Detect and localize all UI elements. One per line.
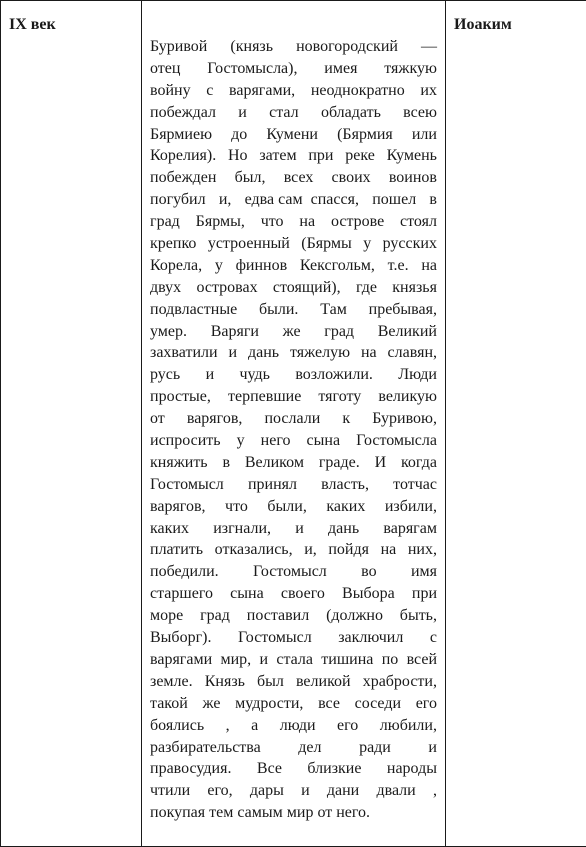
text-word: град [200,607,230,625]
text-line [150,167,437,189]
text-word: (должно [326,607,383,625]
text-word: Кумени [266,125,318,143]
text-word: был [257,672,284,690]
text-word: дани [326,782,360,800]
text-word: пребывая, [368,300,437,318]
text-word: каких [326,497,366,515]
text-word: едва сам спасся, [244,191,359,209]
text-word: на [360,344,377,362]
text-line [150,693,437,715]
text-word: , [225,716,230,734]
text-word: князья [392,278,437,296]
text-word: когда [400,453,437,471]
text-word: изгнали, [213,519,271,537]
chronicle-text [142,1,445,824]
text-word: Там [320,300,347,318]
text-word: ради [359,738,391,756]
text-word: Буривою, [372,410,437,428]
text-line [150,583,437,605]
text-word: островах [196,278,258,296]
text-line [150,780,437,802]
text-line [150,758,437,780]
text-word: что [225,497,248,515]
text-word: при [411,585,437,603]
text-word: его, [207,782,233,800]
text-word: их [420,81,437,99]
text-word: а [251,716,259,734]
text-word: Но [228,147,248,165]
text-line [150,58,437,80]
text-word: тишина [321,650,374,668]
text-line [150,145,437,167]
text-word: — [421,38,437,55]
text-word: стала [276,650,313,668]
text-word: возложили. [295,366,373,384]
text-word: Гостомысла), [207,59,298,77]
text-word: и [228,344,238,362]
text-word: при [308,147,334,165]
text-word: т.е. [387,256,409,274]
text-word: погубил [150,191,206,209]
text-line [150,539,437,561]
text-word: неоднократно [310,81,405,99]
text-word: него [260,432,291,450]
century-label: IX век [9,16,56,33]
text-word: Все [256,760,282,778]
text-word: дань [328,519,360,537]
text-word: и [259,650,269,668]
text-word: Князь [204,672,245,690]
text-line [150,277,437,299]
text-word: с [429,629,437,647]
text-word: Буривой [150,38,208,55]
text-line [150,102,437,124]
text-word: русских [382,235,437,253]
text-line [150,561,437,583]
text-word: соседи [354,694,402,712]
text-word: платить [150,541,204,559]
source-cell [446,1,586,847]
text-word: варягами, [229,81,296,99]
source-label: Иоаким [454,16,512,33]
text-word: по [381,650,399,668]
text-word: испросить [150,432,221,450]
text-word: граде. [318,453,360,471]
text-word: стоящий), [272,278,341,296]
text-word: где [355,278,377,296]
text-word: и [428,738,437,756]
text-word: побеждал [150,103,217,121]
text-word: терпевшие [228,388,302,406]
text-word: сына [230,585,264,603]
text-word: крепко [150,235,197,253]
text-word: И [374,453,387,471]
text-word: варягов, [150,497,206,515]
chronicle-text-cell [142,1,446,847]
text-word: град [150,213,180,231]
text-line [150,496,437,518]
text-word: принял [247,475,297,493]
text-word: у [236,432,245,450]
text-line [150,36,437,58]
text-line [150,715,437,737]
text-word: всех [283,169,314,187]
text-word: дел [298,738,322,756]
text-word: чтили [150,782,191,800]
text-word: люди [279,716,316,734]
text-line [150,364,437,386]
text-word: Великий [377,322,437,340]
text-line [150,189,437,211]
text-word: побежден [150,169,217,187]
text-word: народы [386,760,437,778]
text-word: стал [269,103,299,121]
text-word: во [361,563,377,581]
text-word: его [337,716,359,734]
text-word: великую [378,388,437,406]
text-word: победили. [150,563,219,581]
text-line [150,518,437,540]
text-word: тяжкую [384,59,437,77]
text-word: покупая тем самым мир от него. [150,804,371,822]
text-word: простые, [150,388,211,406]
text-word: своих [331,169,371,187]
text-word: Люди [398,366,437,384]
text-word: от [150,410,165,428]
text-word: (Бярмия [337,125,393,143]
text-line [150,342,437,364]
text-line [150,255,437,277]
text-word: и [205,366,215,384]
text-word: правосудия. [150,760,232,778]
text-word: обладать [320,103,381,121]
text-word: острове [330,213,385,231]
text-word: и [238,103,247,121]
text-word: же [282,322,301,340]
text-word: имея [324,59,358,77]
text-word: имя [410,563,437,581]
text-word: варягам [383,519,437,537]
text-line [150,474,437,496]
text-word: , [432,782,437,800]
text-word: и, [218,191,232,209]
text-word: финнов [235,256,288,274]
text-word: Корелия). [150,147,217,165]
text-word: дань [247,344,280,362]
text-word: Гостомысла [356,432,437,450]
text-word: же [202,694,221,712]
text-word: боялись [150,716,205,734]
text-word: быть, [399,607,437,625]
text-line [150,802,437,824]
text-word: в [222,453,231,471]
text-word: отказались, [214,541,293,559]
text-word: и, [304,541,317,559]
text-word: любили, [379,716,437,734]
text-line [150,321,437,343]
text-word: тяготу [318,388,362,406]
text-word: варягами [150,650,213,668]
text-word: к [342,410,351,428]
text-word: Выборг). [150,629,212,647]
text-line [150,211,437,233]
text-word: власть, [321,475,369,493]
text-word: поставил [246,607,310,625]
text-word: или [411,125,437,143]
text-word: у [363,235,372,253]
text-line [150,386,437,408]
text-word: близкие [307,760,362,778]
text-word: войну [150,81,191,99]
text-word: княжить [150,453,208,471]
text-word: Кумень [386,147,437,165]
text-word: на [380,541,397,559]
text-word: послали [264,410,321,428]
text-line [150,408,437,430]
text-word: каких [150,519,189,537]
text-word: разбирательства [150,738,261,756]
text-word: великой [295,672,351,690]
text-word: такой [150,694,188,712]
text-word: дары [249,782,284,800]
text-word: на [299,213,316,231]
text-word: (князь [230,38,274,55]
century-cell [1,1,142,847]
text-word: русь [150,366,181,384]
text-word: старшего [150,585,213,603]
text-word: с [206,81,214,99]
text-word: двали [376,782,416,800]
text-word: Корела, [150,256,203,274]
text-word: Выбора [342,585,395,603]
text-word: и [301,782,310,800]
text-word: храбрости, [362,672,437,690]
text-word: что [260,213,284,231]
text-word: заключил [338,629,404,647]
text-word: были. [258,300,299,318]
text-line [150,737,437,759]
text-word: в [429,191,437,209]
text-word: пойдя [328,541,369,559]
text-word: умер. [150,322,188,340]
text-word: избили, [384,497,437,515]
text-word: Великом [244,453,304,471]
text-word: подвластные [150,300,238,318]
text-word: захватили [150,344,218,362]
text-word: Гостомысл [253,563,327,581]
text-line [150,649,437,671]
text-line [150,452,437,474]
text-word: Гостомысл [150,475,224,493]
text-word: тотчас [393,475,437,493]
text-word: мир, [220,650,252,668]
text-word: Кексгольм, [299,256,375,274]
text-word: Варяги [210,322,259,340]
text-word: них, [407,541,437,559]
text-word: и [295,519,304,537]
text-word: новогородский [296,38,398,55]
text-word: море [150,607,184,625]
text-line [150,299,437,321]
text-word: реке [345,147,375,165]
text-word: были, [267,497,307,515]
text-word: устроенный [207,235,290,253]
text-word: земле. [150,672,193,690]
text-word: Бярмы, [195,213,245,231]
text-word: (Бярмы [301,235,352,253]
text-word: до [231,125,248,143]
text-word: тяжелую [290,344,351,362]
text-word: затем [259,147,297,165]
text-word: пошел [372,191,417,209]
text-word: отец [150,59,181,77]
text-word: чудь [239,366,270,384]
text-word: был, [234,169,266,187]
text-word: всей [406,650,437,668]
text-word: град [324,322,355,340]
text-word: на [421,256,437,274]
text-line [150,605,437,627]
text-word: стоял [400,213,437,231]
text-word: мудрости, [235,694,304,712]
text-line [150,671,437,693]
text-word: варягов, [186,410,243,428]
text-word: двух [150,278,182,296]
text-word: Гостомысл [237,629,312,647]
text-word: славян, [387,344,437,362]
text-line [150,124,437,146]
text-word: воинов [388,169,437,187]
text-line [150,627,437,649]
text-line [150,80,437,102]
text-word: Бярмиею [150,125,213,143]
table-row [1,1,586,847]
text-word: все [318,694,340,712]
text-line [150,430,437,452]
text-word: сына [306,432,341,450]
text-word: своего [280,585,325,603]
text-line [150,233,437,255]
text-word: у [214,256,223,274]
text-word: его [415,694,437,712]
text-word: всею [403,103,437,121]
